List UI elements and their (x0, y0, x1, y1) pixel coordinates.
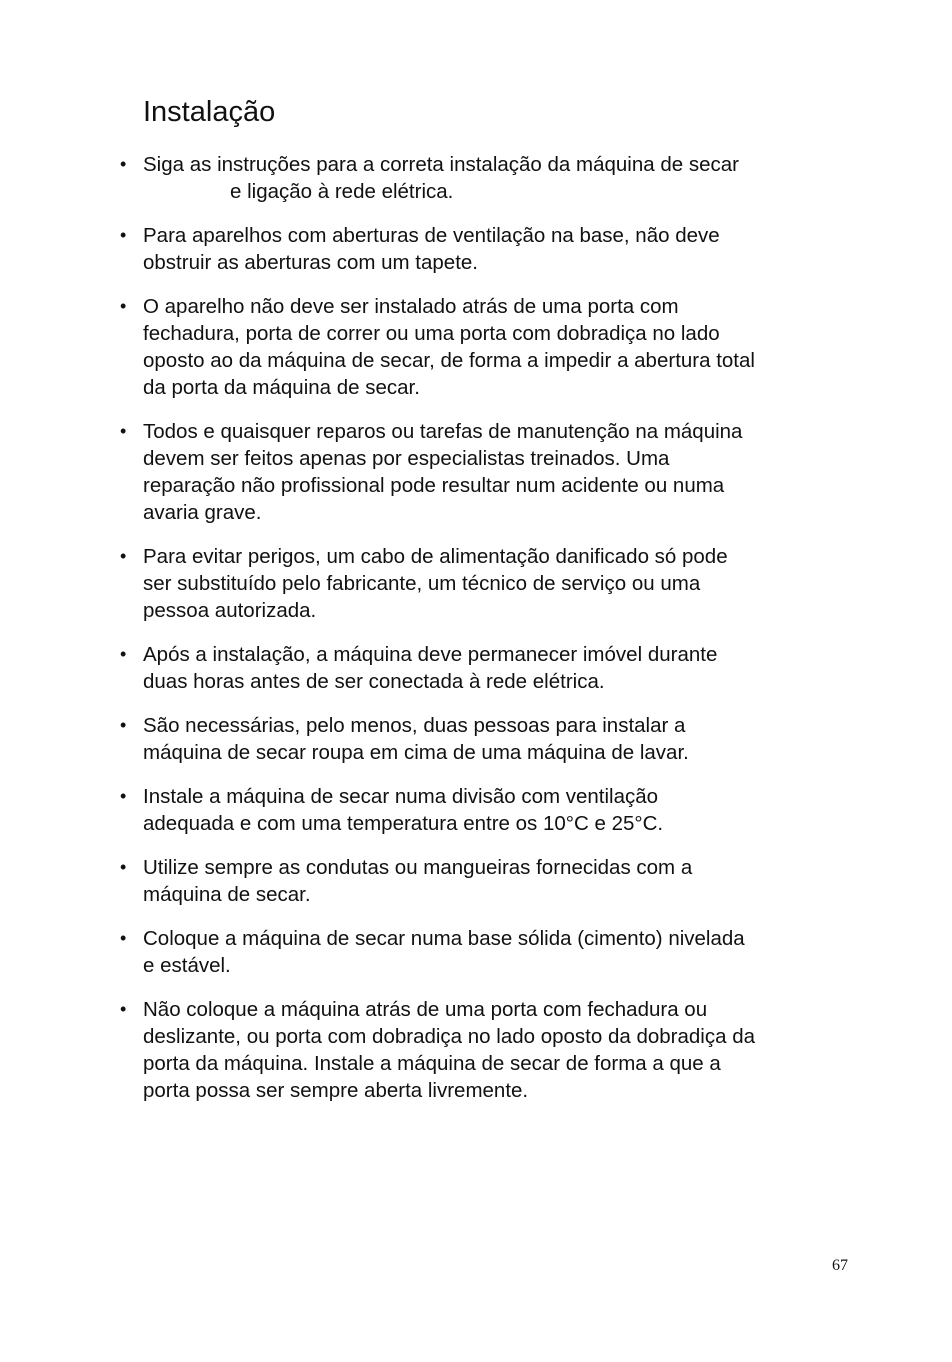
item-line: reparação não profissional pode resultar num acidente ou numa (143, 474, 725, 497)
item-line: obstruir as aberturas com um tapete. (143, 251, 478, 274)
bullet-icon: • (120, 715, 127, 735)
item-line: ser substituído pelo fabricante, um técnico de serviço ou uma (143, 572, 701, 595)
bullet-icon: • (120, 296, 127, 316)
list-item (0, 712, 952, 766)
item-line: devem ser feitos apenas por especialistas treinados. Uma (143, 447, 670, 470)
item-line: porta possa ser sempre aberta livremente. (143, 1079, 529, 1102)
bullet-icon: • (120, 928, 127, 948)
item-line: São necessárias, pelo menos, duas pessoas para instalar a (143, 714, 686, 737)
item-line: duas horas antes de ser conectada à rede elétrica. (143, 670, 605, 693)
item-line: Todos e quaisquer reparos ou tarefas de manutenção na máquina (143, 420, 743, 443)
bullet-icon: • (120, 644, 127, 664)
item-line: Para aparelhos com aberturas de ventilação na base, não deve (143, 224, 720, 247)
item-line: Não coloque a máquina atrás de uma porta com fechadura ou (143, 998, 708, 1021)
item-line: máquina de secar roupa em cima de uma máquina de lavar. (143, 741, 689, 764)
list-item (0, 854, 952, 908)
page-title: Instalação (143, 96, 276, 128)
item-line: fechadura, porta de correr ou uma porta com dobradiça no lado (143, 322, 720, 345)
item-line: Coloque a máquina de secar numa base sólida (cimento) nivelada (143, 927, 745, 950)
item-line: adequada e com uma temperatura entre os 10°C e 25°C. (143, 812, 664, 835)
bullet-icon: • (120, 225, 127, 245)
list-item (0, 783, 952, 837)
bullet-icon: • (120, 786, 127, 806)
item-line: Siga as instruções para a correta instalação da máquina de secar (143, 153, 739, 176)
list-item (0, 925, 952, 979)
item-line: oposto ao da máquina de secar, de forma a impedir a abertura total (143, 349, 755, 372)
bullet-icon: • (120, 857, 127, 877)
item-line: pessoa autorizada. (143, 599, 317, 622)
item-line: deslizante, ou porta com dobradiça no lado oposto da dobradiça da (143, 1025, 756, 1048)
item-line: Após a instalação, a máquina deve permanecer imóvel durante (143, 643, 718, 666)
list-item (0, 543, 952, 624)
bullet-icon: • (120, 999, 127, 1019)
bullet-icon: • (120, 421, 127, 441)
item-line: e ligação à rede elétrica. (230, 180, 454, 203)
list-item (0, 418, 952, 526)
item-line: Utilize sempre as condutas ou mangueiras fornecidas com a (143, 856, 693, 879)
item-line: da porta da máquina de secar. (143, 376, 420, 399)
list-item (0, 996, 952, 1104)
bullet-icon: • (120, 546, 127, 566)
list-item (0, 222, 952, 276)
list-item (0, 641, 952, 695)
bullet-icon: • (120, 154, 127, 174)
item-line: O aparelho não deve ser instalado atrás de uma porta com (143, 295, 679, 318)
item-line: máquina de secar. (143, 883, 311, 906)
list-item (0, 293, 952, 401)
instruction-list (0, 151, 952, 1121)
item-line: e estável. (143, 954, 231, 977)
item-line: Instale a máquina de secar numa divisão com ventilação (143, 785, 659, 808)
list-item (0, 151, 952, 205)
item-line: Para evitar perigos, um cabo de alimentação danificado só pode (143, 545, 728, 568)
item-line: porta da máquina. Instale a máquina de secar de forma a que a (143, 1052, 721, 1075)
page-number: 67 (832, 1257, 848, 1274)
item-line: avaria grave. (143, 501, 262, 524)
